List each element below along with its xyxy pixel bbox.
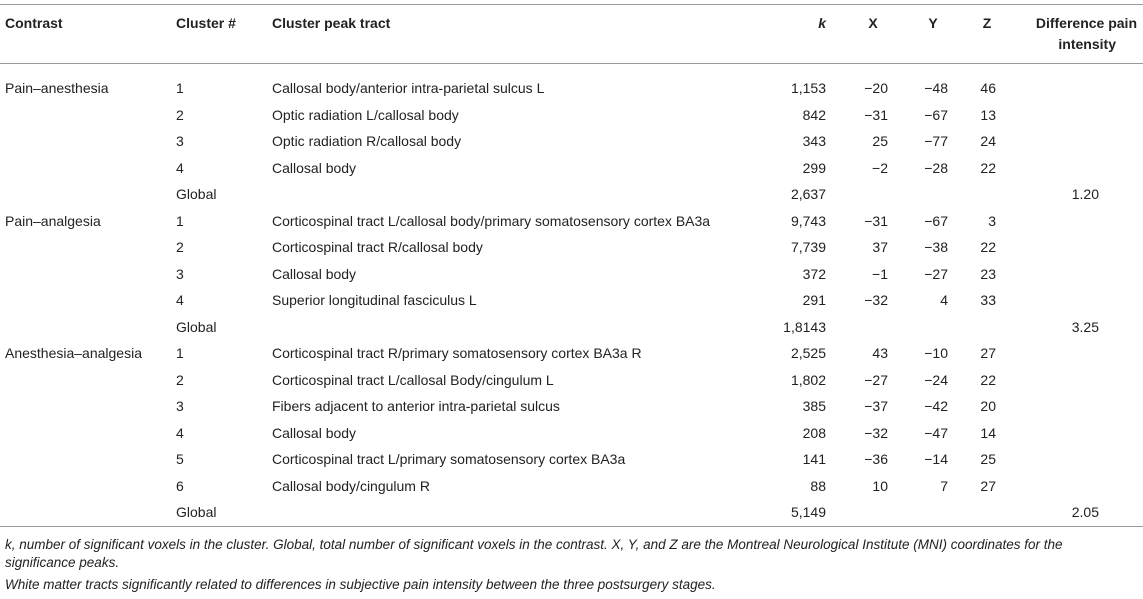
cell-k: 1,802 [790, 371, 826, 388]
cell-y: −67 [924, 106, 948, 123]
cell-tract: Corticospinal tract R/primary somatosensory cortex BA3a R [272, 345, 642, 361]
cell-z: 46 [980, 80, 996, 96]
cell-k: 299 [802, 159, 826, 176]
cell-tract: Corticospinal tract R/callosal body [272, 239, 483, 255]
cell-x: −31 [864, 106, 888, 123]
cell-y: −67 [924, 212, 948, 229]
cell-y: −10 [924, 345, 948, 361]
cell-cluster: 3 [176, 265, 184, 282]
cell-y: 4 [940, 292, 948, 308]
cell-x: −32 [864, 424, 888, 441]
cell-z: 25 [980, 451, 996, 467]
header-contrast: Contrast [5, 15, 63, 31]
cell-contrast: Pain–analgesia [5, 212, 101, 229]
cell-tract: Callosal body/cingulum R [272, 477, 430, 494]
cell-cluster: 2 [176, 239, 184, 255]
cell-tract: Corticospinal tract L/callosal Body/cingulum L [272, 371, 554, 388]
cell-cluster: 5 [176, 451, 184, 467]
cell-k: 1,8143 [783, 318, 826, 335]
footnote-caption: White matter tracts significantly related to differences in subjective pain intensity between the three postsurgery stages. [5, 577, 716, 592]
cell-k: 343 [802, 133, 826, 149]
cell-tract: Callosal body [272, 159, 357, 176]
cell-tract: Optic radiation R/callosal body [272, 133, 462, 149]
cell-cluster: Global [176, 318, 217, 335]
cell-y: −47 [924, 424, 948, 441]
cell-x: 43 [872, 345, 888, 361]
cell-contrast: Pain–anesthesia [5, 80, 109, 96]
cell-tract: Fibers adjacent to anterior intra-parietal sulcus [272, 398, 560, 414]
cell-z: 22 [980, 159, 996, 176]
cell-z: 22 [980, 239, 996, 255]
cell-tract: Corticospinal tract L/callosal body/primary somatosensory cortex BA3a [272, 212, 711, 229]
cell-cluster: 3 [176, 133, 184, 149]
cell-z: 23 [980, 265, 996, 282]
cell-y: −27 [924, 265, 948, 282]
cell-cluster: 4 [176, 424, 184, 441]
cell-cluster: Global [176, 186, 217, 202]
table-top-rule [0, 4, 1143, 5]
cell-y: −42 [924, 398, 948, 414]
cell-k: 2,525 [790, 345, 826, 361]
cell-k: 1,153 [790, 80, 826, 96]
cell-x: −2 [872, 159, 888, 176]
cell-k: 7,739 [790, 239, 826, 255]
cell-z: 3 [988, 212, 996, 229]
cell-x: −37 [864, 398, 888, 414]
cell-tract: Callosal body [272, 424, 357, 441]
cell-tract: Callosal body/anterior intra-parietal sulcus L [272, 80, 545, 96]
cell-k: 291 [802, 292, 826, 308]
cell-diff: 2.05 [1071, 504, 1099, 520]
cell-x: 25 [872, 133, 888, 149]
cell-x: 37 [872, 239, 888, 255]
cell-z: 14 [980, 424, 996, 441]
cell-y: −24 [924, 371, 948, 388]
cell-y: −28 [924, 159, 948, 176]
cell-z: 13 [980, 106, 996, 123]
cell-y: −77 [924, 133, 948, 149]
cell-z: 24 [980, 133, 996, 149]
cell-x: −20 [864, 80, 888, 96]
cell-cluster: 6 [176, 477, 184, 494]
cell-x: −36 [864, 451, 888, 467]
header-tract: Cluster peak tract [272, 15, 391, 31]
header-x: X [868, 15, 878, 31]
cell-tract: Superior longitudinal fasciculus L [272, 292, 477, 308]
cell-cluster: 2 [176, 371, 184, 388]
cell-cluster: 4 [176, 292, 184, 308]
cell-k: 208 [802, 424, 826, 441]
cell-k: 5,149 [790, 504, 826, 520]
cell-k: 372 [802, 265, 826, 282]
cell-cluster: Global [176, 504, 217, 520]
cell-x: −1 [872, 265, 888, 282]
cell-x: 10 [872, 477, 888, 494]
cell-y: −38 [924, 239, 948, 255]
cell-cluster: 4 [176, 159, 184, 176]
cell-tract: Optic radiation L/callosal body [272, 106, 459, 123]
cell-x: −32 [864, 292, 888, 308]
cell-cluster: 3 [176, 398, 184, 414]
cell-z: 20 [980, 398, 996, 414]
header-cluster: Cluster # [176, 15, 236, 31]
cell-cluster: 1 [176, 345, 184, 361]
cell-tract: Corticospinal tract L/primary somatosensory cortex BA3a [272, 451, 626, 467]
cell-k: 385 [802, 398, 826, 414]
cell-z: 27 [980, 345, 996, 361]
header-z: Z [982, 15, 992, 31]
cell-k: 88 [810, 477, 826, 494]
cell-cluster: 1 [176, 80, 184, 96]
cell-tract: Callosal body [272, 265, 357, 282]
cell-y: 7 [940, 477, 948, 494]
cell-x: −31 [864, 212, 888, 229]
table-bottom-rule [0, 526, 1143, 527]
cell-y: −14 [924, 451, 948, 467]
cell-diff: 1.20 [1071, 186, 1099, 202]
cell-z: 27 [980, 477, 996, 494]
cell-k: 842 [802, 106, 826, 123]
cell-z: 33 [980, 292, 996, 308]
header-diff-line2: intensity [1058, 36, 1116, 52]
table-header-rule [0, 63, 1143, 64]
cell-cluster: 1 [176, 212, 184, 229]
cell-x: −27 [864, 371, 888, 388]
cell-diff: 3.25 [1071, 318, 1099, 335]
cell-cluster: 2 [176, 106, 184, 123]
cell-k: 9,743 [790, 212, 826, 229]
header-diff-line1: Difference pain [1035, 15, 1137, 31]
cell-y: −48 [924, 80, 948, 96]
header-k: k [818, 15, 826, 31]
cell-k: 2,637 [790, 186, 826, 202]
cell-contrast: Anesthesia–analgesia [5, 345, 142, 361]
header-y: Y [928, 15, 938, 31]
cell-z: 22 [980, 371, 996, 388]
footnote-abbreviations: k, number of significant voxels in the cluster. Global, total number of significant voxels in the contrast. X, Y, and Z are the Montreal Neurological Institute (MNI) coordinates for the significance peaks. [5, 537, 1063, 570]
cell-k: 141 [802, 451, 826, 467]
